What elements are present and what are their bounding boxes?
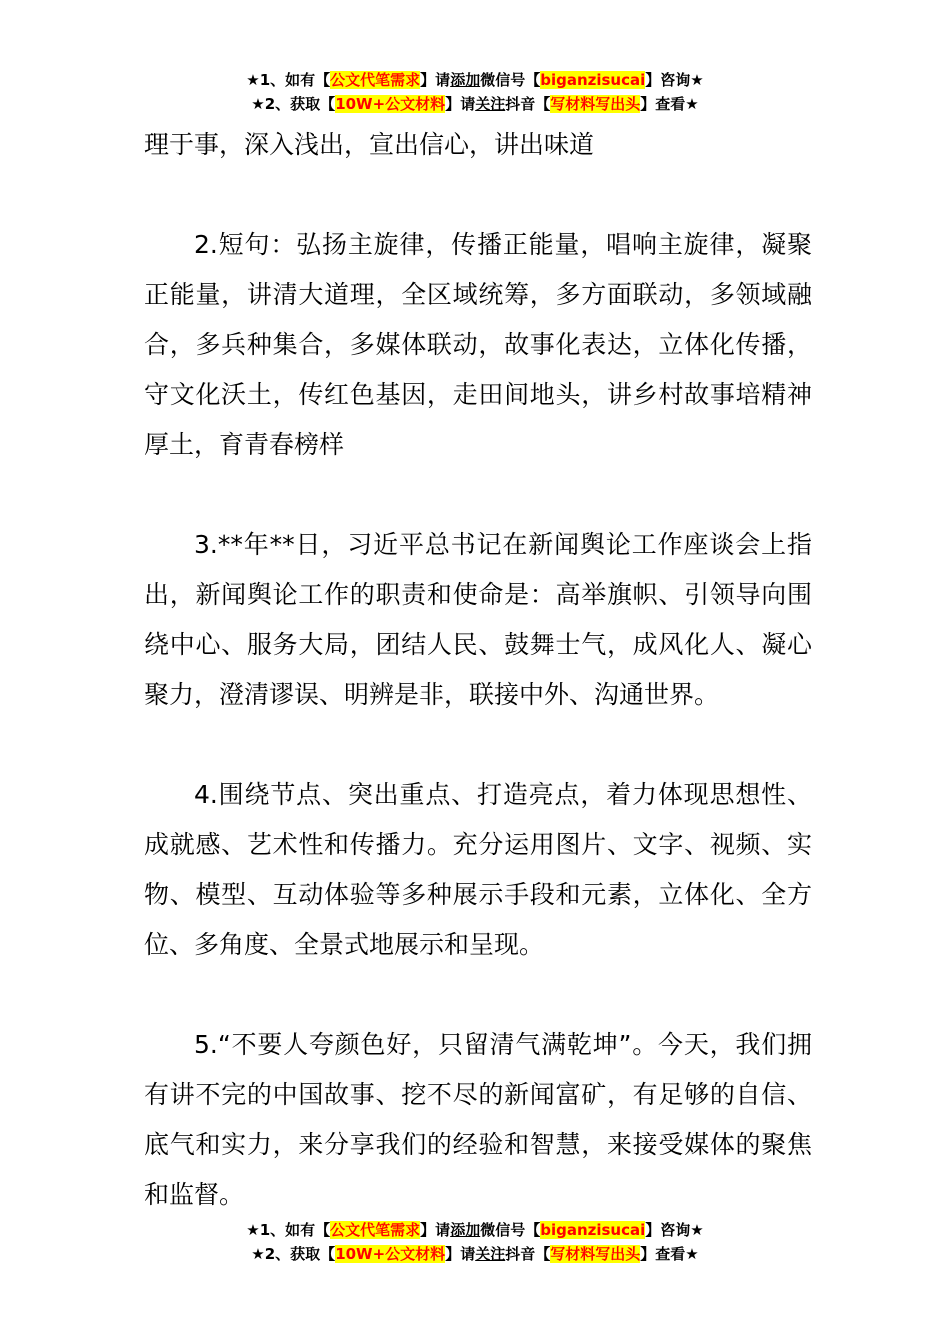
banner-text: 】咨询★ — [645, 1221, 704, 1239]
banner-text: ★2、获取【 — [251, 1245, 336, 1263]
banner-text: 抖音【 — [505, 1245, 551, 1263]
banner-underlined-text: 关注 — [475, 1245, 506, 1263]
highlight-wechat-id: biganzisucai — [540, 71, 646, 89]
banner-line-2 — [0, 92, 950, 116]
banner-text: 微信号【 — [480, 71, 541, 89]
header-banner — [0, 68, 950, 116]
banner-text: 】查看★ — [640, 1245, 699, 1263]
banner-line-1 — [0, 68, 950, 92]
banner-text: 】请 — [420, 1221, 451, 1239]
paragraph-3: 3.**年**日，习近平总书记在新闻舆论工作座谈会上指出，新闻舆论工作的职责和使命是：高举旗帜、引领导向围绕中心、服务大局，团结人民、鼓舞士气，成风化人、凝心聚力，澄清谬误、明辨是非，联接中外、沟通世界。 — [144, 530, 812, 709]
paragraph-2: 2.短句：弘扬主旋律，传播正能量，唱响主旋律，凝聚正能量，讲清大道理，全区域统筹，多方面联动，多领域融合，多兵种集合，多媒体联动，故事化表达，立体化传播，守文化沃土，传红色基因，走田间地头，讲乡村故事培精神厚土，育青春榜样 — [144, 230, 812, 459]
footer-banner — [0, 1218, 950, 1266]
highlight-service: 公文代笔需求 — [330, 71, 421, 89]
banner-text: ★2、获取【 — [251, 95, 336, 113]
banner-underlined-text: 添加 — [450, 71, 481, 89]
document-body — [144, 120, 812, 1220]
banner-text: 】咨询★ — [645, 71, 704, 89]
banner-text: 】请 — [420, 71, 451, 89]
paragraph-spacer — [144, 470, 812, 520]
banner-underlined-text: 关注 — [475, 95, 506, 113]
paragraph-spacer — [144, 720, 812, 770]
banner-text: 抖音【 — [505, 95, 551, 113]
banner-text: 】请 — [445, 95, 476, 113]
highlight-materials: 10W+公文材料 — [335, 1245, 446, 1263]
highlight-service: 公文代笔需求 — [330, 1221, 421, 1239]
banner-text: ★1、如有【 — [246, 1221, 331, 1239]
banner-underlined-text: 添加 — [450, 1221, 481, 1239]
banner-line-2 — [0, 1242, 950, 1266]
banner-text: 微信号【 — [480, 1221, 541, 1239]
highlight-douyin-id: 写材料写出头 — [550, 95, 641, 113]
highlight-douyin-id: 写材料写出头 — [550, 1245, 641, 1263]
banner-text: 】查看★ — [640, 95, 699, 113]
paragraph-spacer — [144, 170, 812, 220]
paragraph-spacer — [144, 970, 812, 1020]
paragraph-5: 5.“不要人夸颜色好，只留清气满乾坤”。今天，我们拥有讲不完的中国故事、挖不尽的新闻富矿，有足够的自信、底气和实力，来分享我们的经验和智慧，来接受媒体的聚焦和监督。 — [144, 1030, 812, 1209]
paragraph-4: 4.围绕节点、突出重点、打造亮点，着力体现思想性、成就感、艺术性和传播力。充分运用图片、文字、视频、实物、模型、互动体验等多种展示手段和元素，立体化、全方位、多角度、全景式地展示和呈现。 — [144, 780, 812, 959]
banner-line-1 — [0, 1218, 950, 1242]
highlight-wechat-id: biganzisucai — [540, 1221, 646, 1239]
banner-text: ★1、如有【 — [246, 71, 331, 89]
highlight-materials: 10W+公文材料 — [335, 95, 446, 113]
banner-text: 】请 — [445, 1245, 476, 1263]
paragraph-continuation: 理于事，深入浅出，宣出信心，讲出味道 — [144, 130, 595, 159]
